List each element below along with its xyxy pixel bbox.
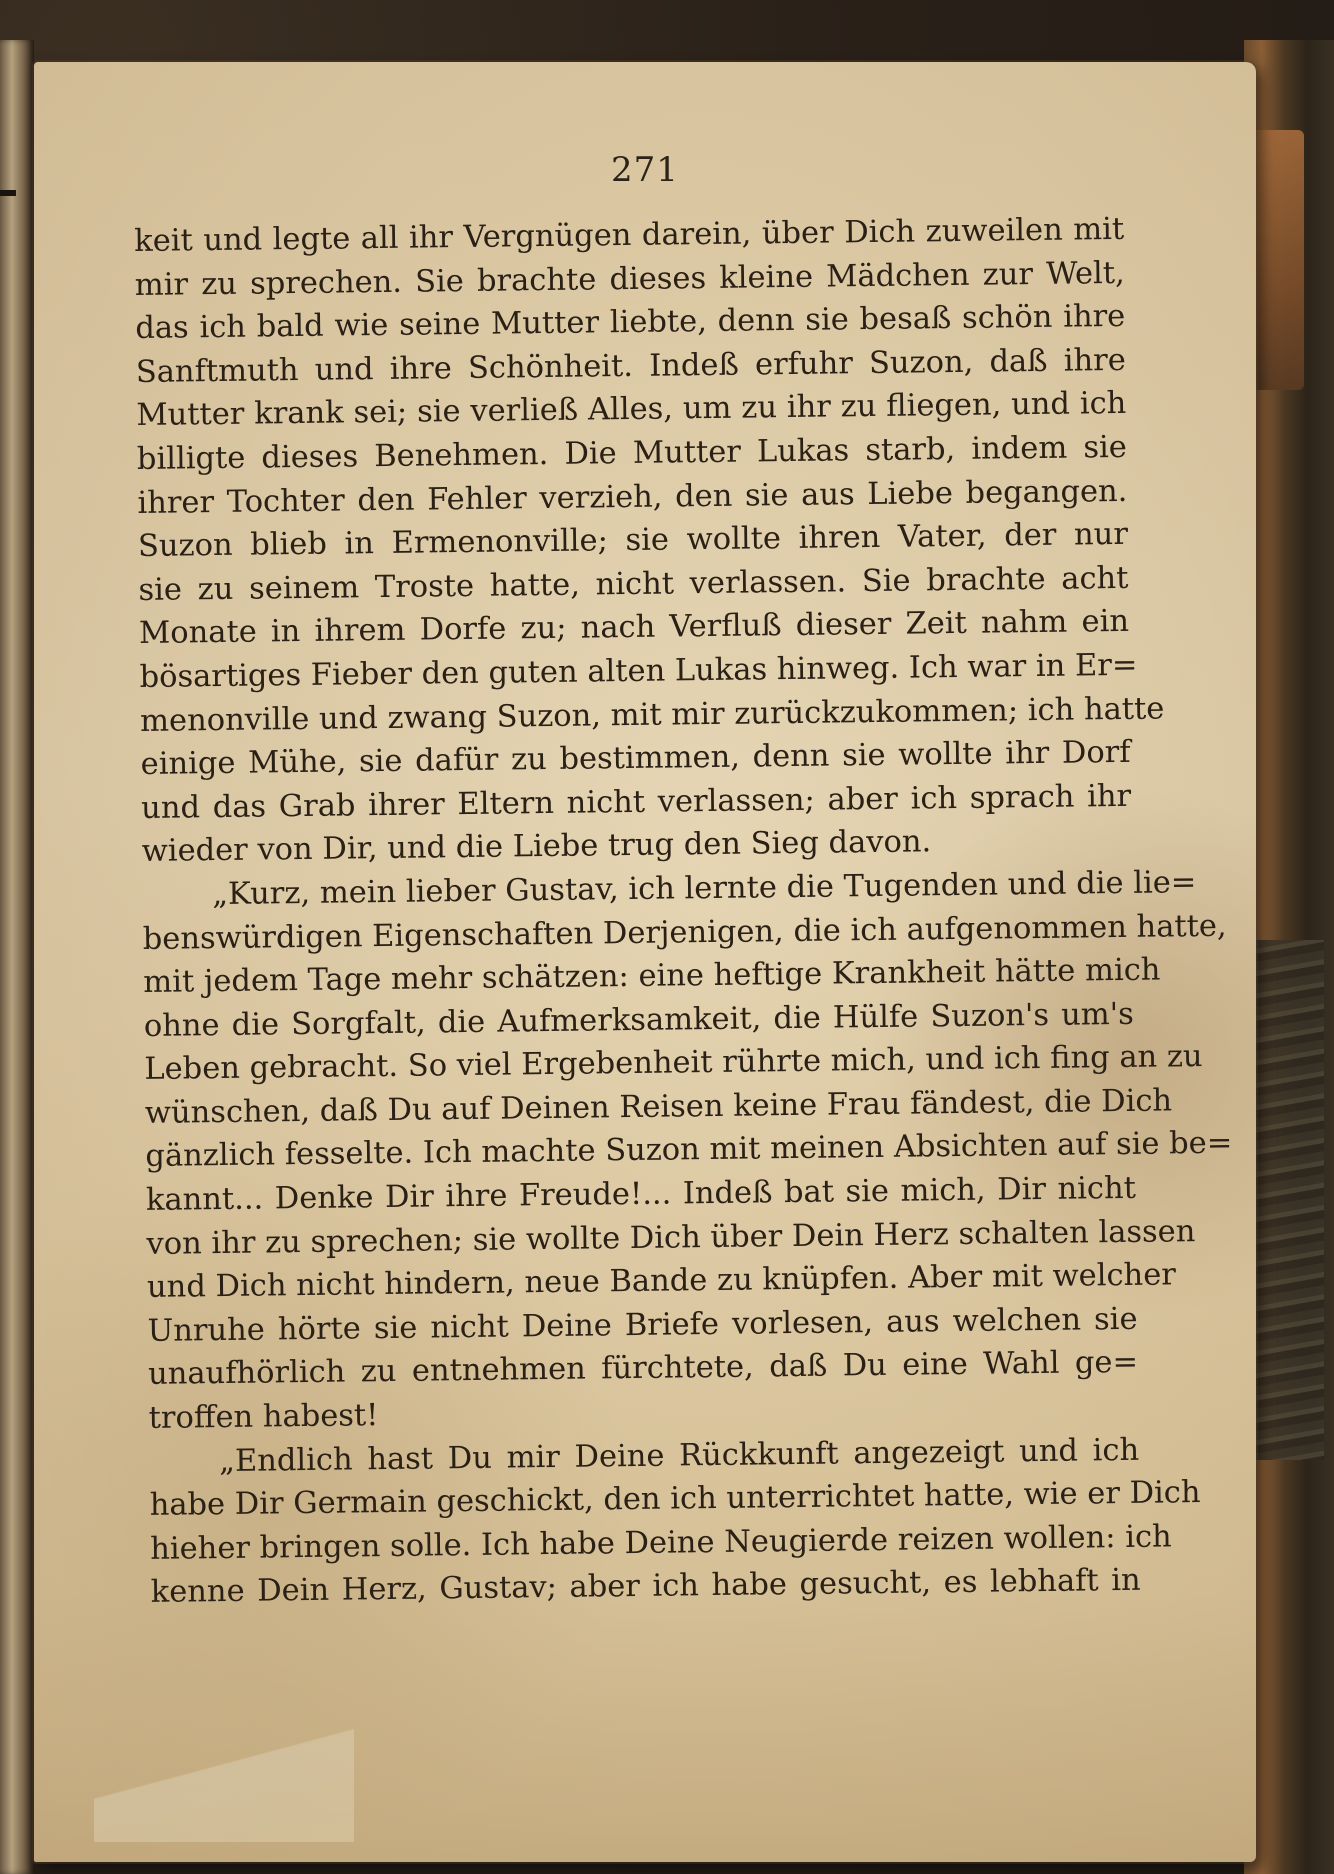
text-line: Leben gebracht. So viel Ergebenheit rührte mich, und ich fing an zu [144, 1039, 1203, 1088]
text-line: ohne die Sorgfalt, die Aufmerksamkeit, die Hülfe Suzon's um's [143, 996, 1134, 1044]
text-line: einige Mühe, sie dafür zu bestimmen, denn sie wollte ihr Dorf [140, 734, 1131, 783]
text-line: Monate in ihrem Dorfe zu; nach Verfluß dieser Zeit nahm ein [138, 604, 1130, 652]
book-spine-edge [0, 40, 34, 1874]
text-line: Suzon blieb in Ermenonville; sie wollte ihren Vater, der nur [137, 517, 1129, 565]
text-line: und Dich nicht hindern, neue Bande zu knüpfen. Aber mit welcher [146, 1257, 1177, 1306]
text-line: gänzlich fesselte. Ich machte Suzon mit meinen Absichten auf sie be= [145, 1126, 1233, 1175]
text-line: wünschen, daß Du auf Deinen Reisen keine Frau fändest, die Dich [144, 1083, 1173, 1131]
text-line: unaufhörlich zu entnehmen fürchtete, daß Du eine Wahl ge= [147, 1345, 1139, 1393]
text-line: „Endlich hast Du mir Deine Rückkunft angezeigt und ich [218, 1432, 1140, 1479]
text-line: keit und legte all ihr Vergnügen darein, über Dich zuweilen mit [134, 211, 1125, 259]
text-line: Mutter krank sei; sie verließ Alles, um zu ihr zu fliegen, und ich [136, 386, 1127, 434]
text-line: sie zu seinem Troste hatte, nicht verlassen. Sie brachte acht [138, 560, 1129, 608]
book-cover-edge [1244, 40, 1334, 1874]
book-page [34, 62, 1256, 1862]
text-line: mir zu sprechen. Sie brachte dieses kleine Mädchen zur Welt, [134, 255, 1125, 303]
text-line: kenne Dein Herz, Gustav; aber ich habe gesucht, es lebhaft in [150, 1563, 1141, 1611]
text-line: und das Grab ihrer Eltern nicht verlassen; aber ich sprach ihr [140, 778, 1132, 826]
text-line: hieher bringen solle. Ich habe Deine Neugierde reizen wollen: ich [150, 1519, 1172, 1567]
text-line: wieder von Dir, und die Liebe trug den Sieg davon. [141, 824, 932, 870]
page-corner-fold [94, 1722, 354, 1842]
text-line: Sanftmuth und ihre Schönheit. Indeß erfuhr Suzon, daß ihre [135, 342, 1127, 390]
text-line: von ihr zu sprechen; sie wollte Dich über Dein Herz schalten lassen [146, 1213, 1196, 1262]
page-number: 271 [611, 150, 679, 190]
leather-corner [1249, 130, 1304, 390]
worn-cover-binding [1254, 940, 1324, 1460]
text-line: benswürdigen Eigenschaften Derjenigen, die ich aufgenommen hatte, [142, 908, 1227, 957]
text-line: bösartiges Fieber den guten alten Lukas hinweg. Ich war in Er= [139, 647, 1138, 695]
text-line: mit jedem Tage mehr schätzen: eine heftige Krankheit hätte mich [143, 952, 1161, 1001]
text-line: billigte dieses Benehmen. Die Mutter Lukas starb, indem sie [136, 429, 1128, 477]
text-line: Unruhe hörte sie nicht Deine Briefe vorlesen, aus welchen sie [147, 1301, 1138, 1349]
text-line: „Kurz, mein lieber Gustav, ich lernte die Tugenden und die lie= [212, 864, 1197, 912]
text-line: kannt... Denke Dir ihre Freude!... Indeß bat sie mich, Dir nicht [145, 1170, 1137, 1218]
text-line: troffen habest! [148, 1398, 379, 1436]
spine-mark [0, 190, 16, 196]
text-line: habe Dir Germain geschickt, den ich unterrichtet hatte, wie er Dich [149, 1475, 1201, 1524]
text-line: ihrer Tochter den Fehler verzieh, den sie aus Liebe begangen. [137, 473, 1128, 521]
body-text [134, 208, 1233, 1615]
text-line: menonville und zwang Suzon, mit mir zurückzukommen; ich hatte [139, 690, 1165, 739]
text-line: das ich bald wie seine Mutter liebte, denn sie besaß schön ihre [135, 299, 1126, 347]
